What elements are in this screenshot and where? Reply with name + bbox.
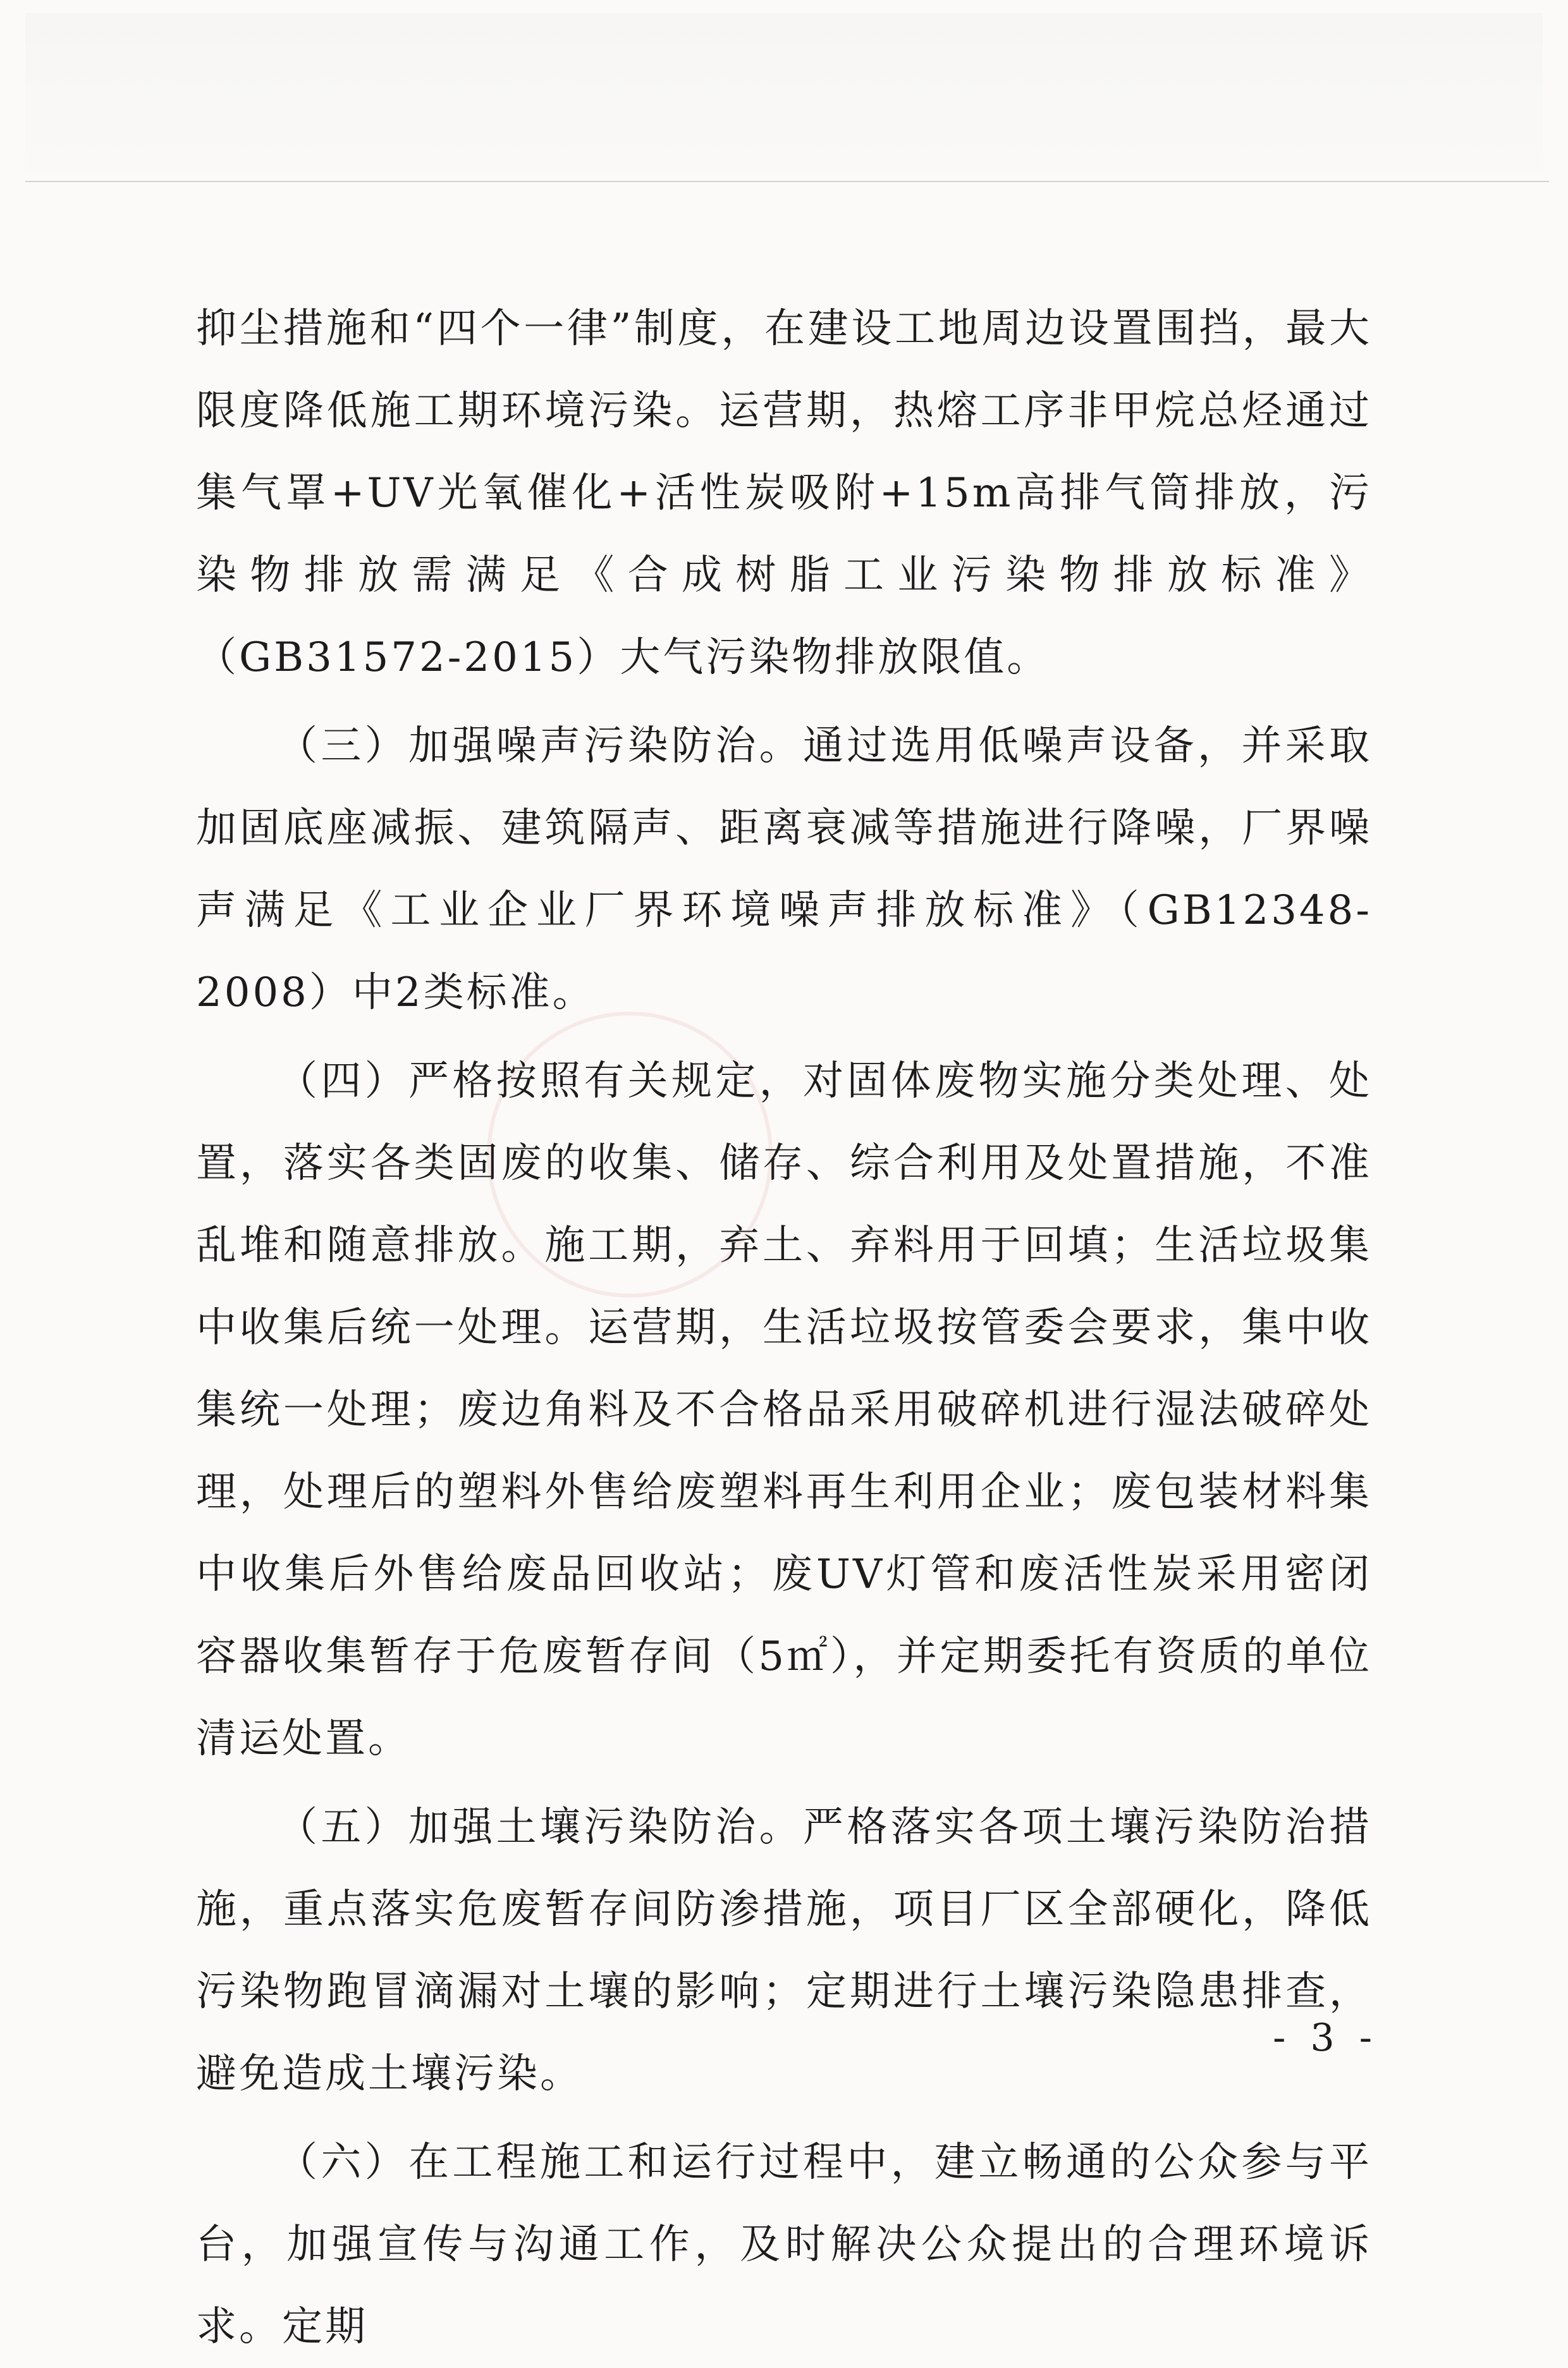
page-number: - 3 - [1273, 2016, 1378, 2060]
paragraph-air-pollution: 抑尘措施和“四个一律”制度，在建设工地周边设置围挡，最大限度降低施工期环境污染。运营期，热熔工序非甲烷总烃通过集气罩+UV光氧催化+活性炭吸附+15m高排气筒排放，污染物排放需满足《合成树脂工业污染物排放标准》（GB31572-2015）大气污染物排放限值。 [196, 305, 1372, 681]
header-rule [25, 181, 1549, 182]
paragraph-solid-waste: （四）严格按照有关规定，对固体废物实施分类处理、处置，落实各类固废的收集、储存、综合利用及处置措施，不准乱堆和随意排放。施工期，弃土、弃料用于回填；生活垃圾集中收集后统一处理。运营期，生活垃圾按管委会要求，集中收集统一处理；废边角料及不合格品采用破碎机进行湿法破碎处理，处理后的塑料外售给废塑料再生利用企业；废包装材料集中收集后外售给废品回收站；废UV灯管和废活性炭采用密闭容器收集暂存于危废暂存间（5㎡），并定期委托有资质的单位清运处置。 [196, 1058, 1372, 1762]
document-body [196, 288, 1372, 2368]
paragraph-soil-pollution: （五）加强土壤污染防治。严格落实各项土壤污染防治措施，重点落实危废暂存间防渗措施，项目厂区全部硬化，降低污染物跑冒滴漏对土壤的影响；定期进行土壤污染隐患排查，避免造成土壤污染。 [196, 1804, 1372, 2097]
paragraph-public-participation: （六）在工程施工和运行过程中，建立畅通的公众参与平台，加强宣传与沟通工作，及时解决公众提出的合理环境诉求。定期 [196, 2139, 1372, 2350]
paragraph-noise-control: （三）加强噪声污染防治。通过选用低噪声设备，并采取加固底座减振、建筑隔声、距离衰减等措施进行降噪，厂界噪声满足《工业企业厂界环境噪声排放标准》（GB12348-2008）中2类标准。 [196, 723, 1372, 1016]
scan-header-residue [25, 13, 1543, 171]
